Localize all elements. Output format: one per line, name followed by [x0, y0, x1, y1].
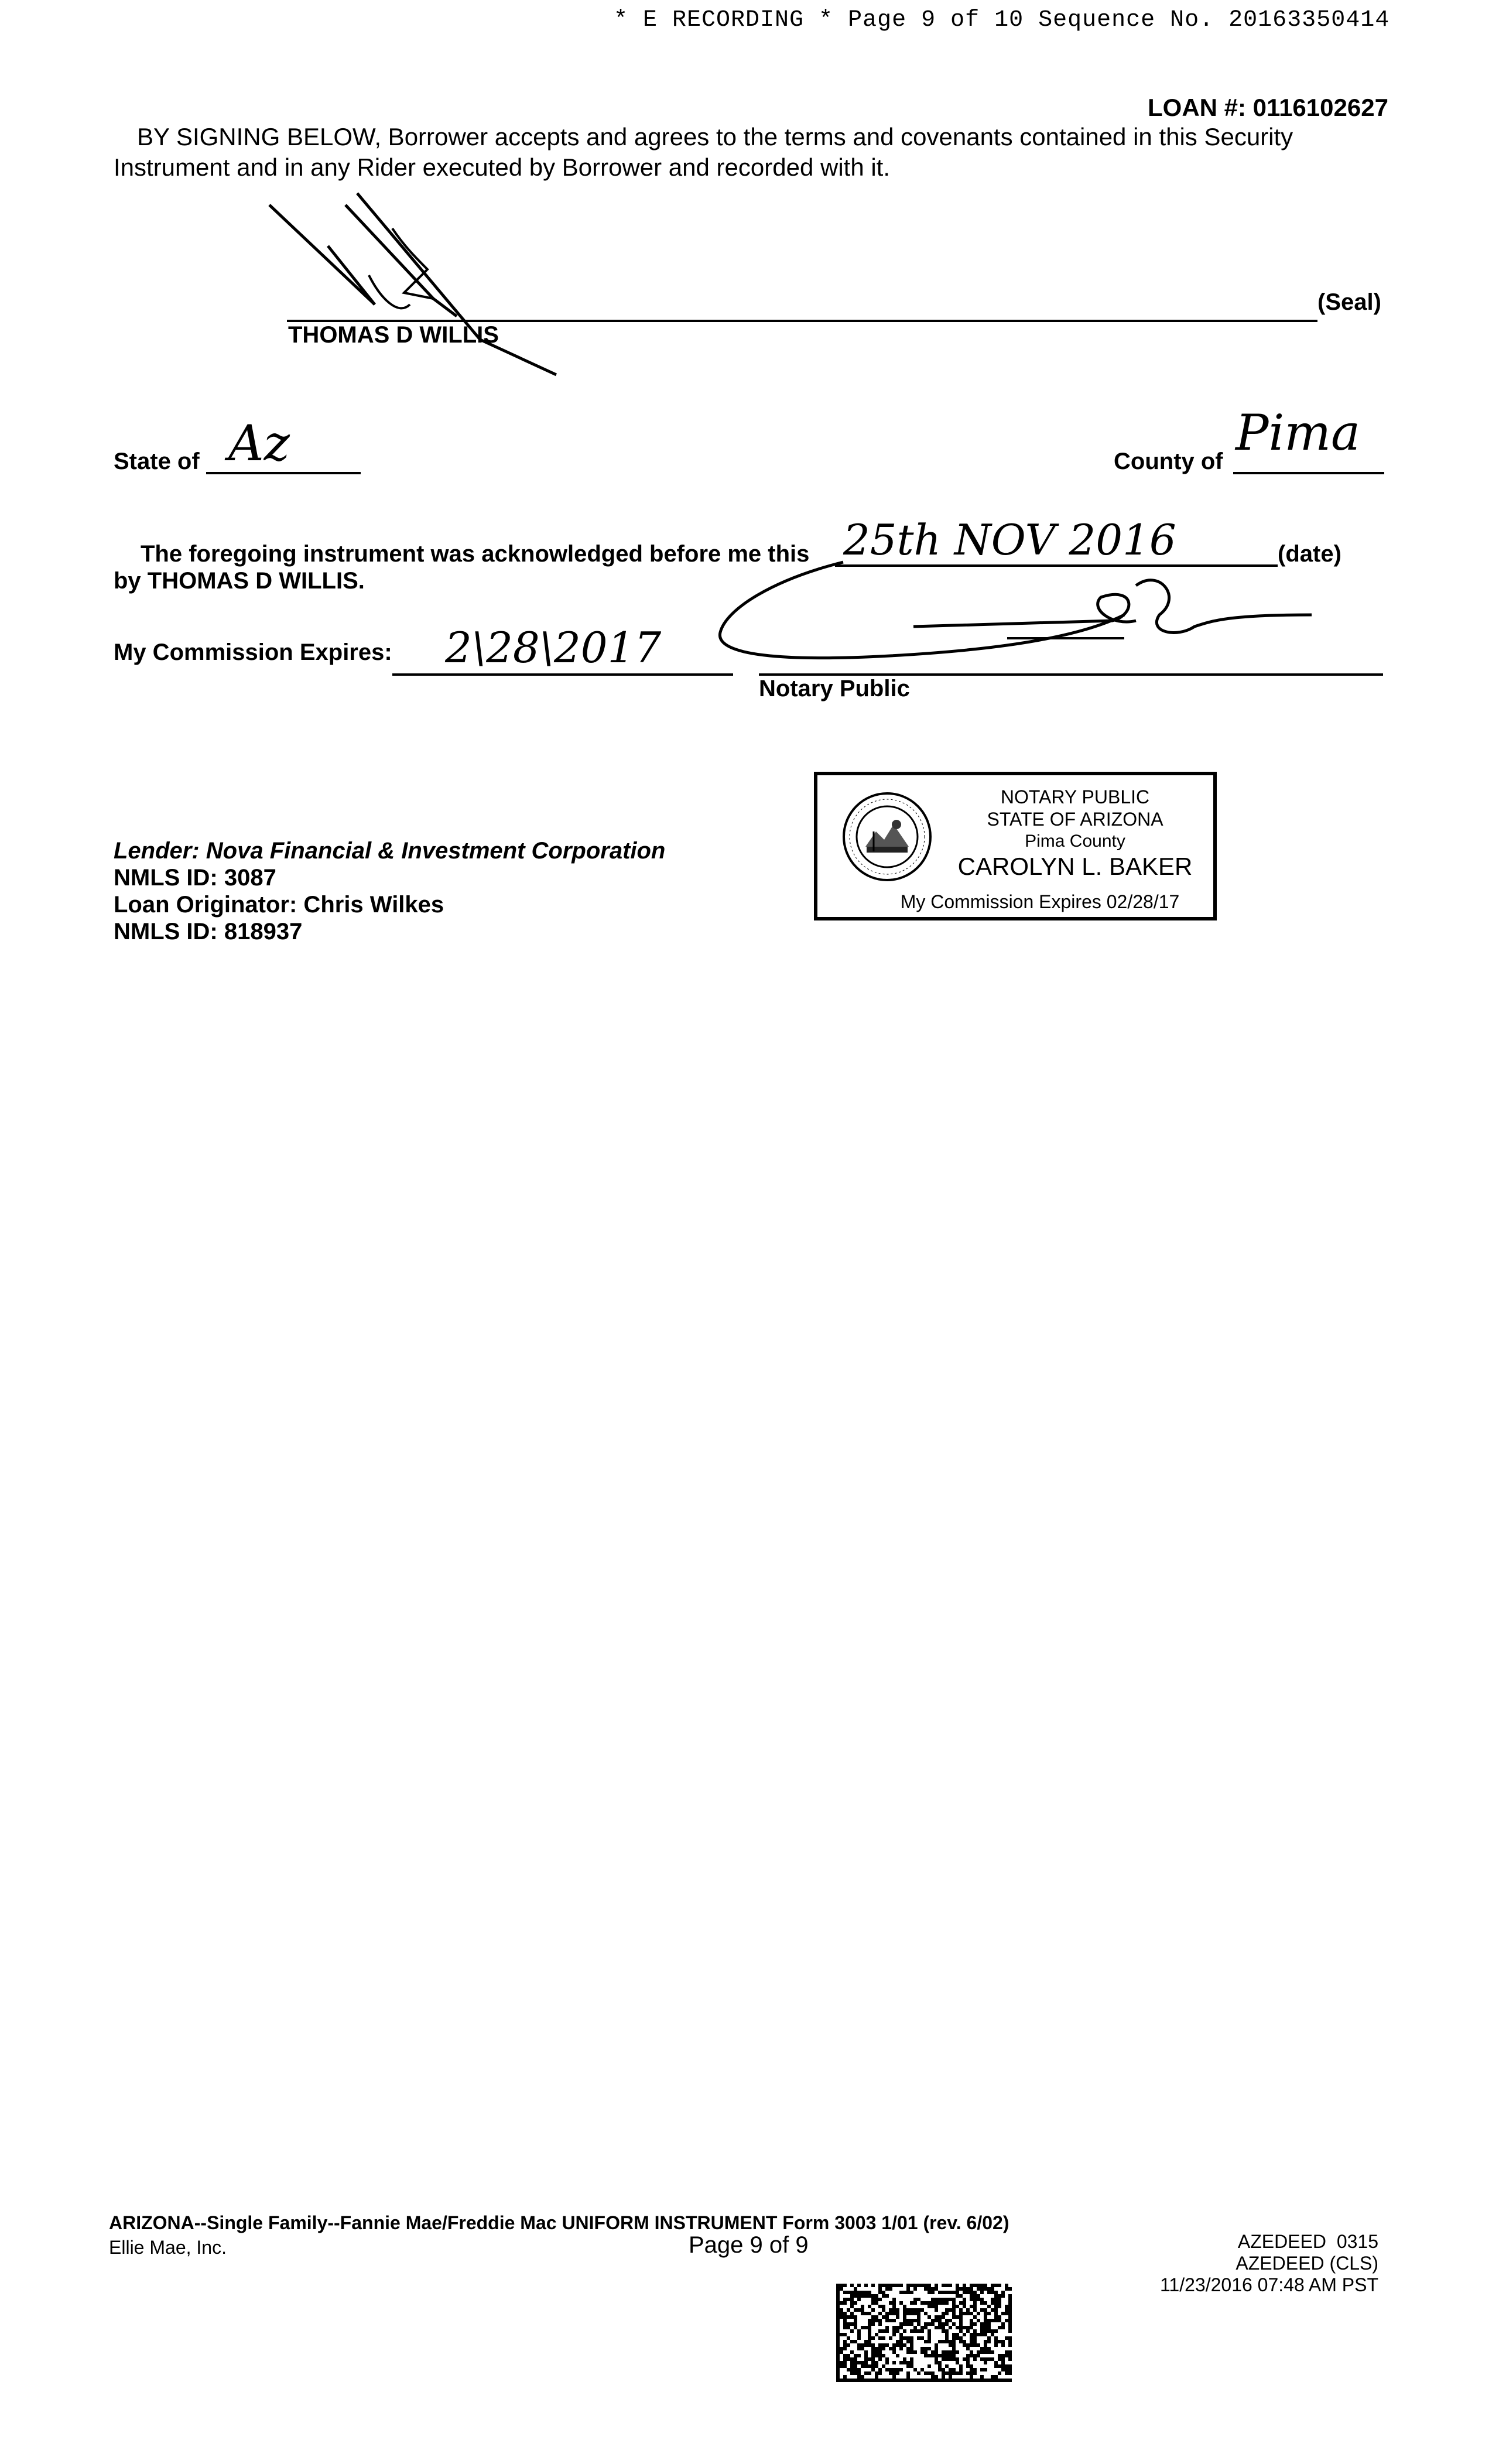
- originator-nmls: NMLS ID: 818937: [114, 919, 303, 944]
- footer-page: Page 9 of 9: [689, 2232, 809, 2258]
- borrower-name: THOMAS D WILLIS: [288, 322, 499, 348]
- stamp-state: STATE OF ARIZONA: [987, 809, 1163, 830]
- intro-line-2: Instrument and in any Rider executed by Borrower and recorded with it.: [114, 153, 891, 181]
- date-label: (date): [1278, 541, 1341, 567]
- recording-header: * E RECORDING * Page 9 of 10 Sequence No. 20163350414: [614, 7, 1390, 33]
- acknowledgment-line-2: by THOMAS D WILLIS.: [114, 568, 365, 594]
- footer-code-1: AZEDEED 0315: [1237, 2231, 1378, 2252]
- seal-label: (Seal): [1317, 289, 1381, 315]
- footer-code-2: AZEDEED (CLS): [1236, 2253, 1378, 2274]
- 2d-barcode-icon: [836, 2284, 1012, 2383]
- state-value: Az: [228, 415, 290, 472]
- county-label: County of: [1114, 449, 1223, 474]
- notary-stamp: [814, 772, 1217, 920]
- footer-company: Ellie Mae, Inc.: [109, 2237, 227, 2258]
- commission-line: [392, 673, 733, 676]
- commission-label: My Commission Expires:: [114, 639, 392, 665]
- notary-public-label: Notary Public: [759, 676, 910, 701]
- stamp-expires: My Commission Expires 02/28/17: [900, 891, 1180, 912]
- commission-value: 2\28\2017: [445, 623, 662, 672]
- intro-line-1: BY SIGNING BELOW, Borrower accepts and agrees to the terms and covenants contained in this Security: [137, 123, 1293, 150]
- stamp-notary-name: CAROLYN L. BAKER: [957, 853, 1193, 880]
- county-value: Pima: [1236, 404, 1361, 461]
- borrower-signature: [258, 182, 586, 381]
- acknowledgment-date-value: 25th NOV 2016: [843, 515, 1176, 564]
- state-label: State of: [114, 449, 200, 474]
- footer-form-line: ARIZONA--Single Family--Fannie Mae/Freddie Mac UNIFORM INSTRUMENT Form 3003 1/01 (rev. 6/02): [109, 2212, 1009, 2233]
- loan-number: 0116102627: [1252, 94, 1388, 121]
- loan-number-line: [1148, 94, 1388, 122]
- state-line: [206, 472, 361, 474]
- lender-block: [114, 837, 665, 945]
- arizona-state-seal-icon: [841, 790, 933, 883]
- lender-text: Lender: Nova Financial & Investment Corporation: [114, 838, 666, 864]
- intro-paragraph: [114, 122, 1383, 183]
- footer-codes: [1113, 2231, 1378, 2296]
- loan-label: LOAN #:: [1148, 94, 1246, 121]
- lender-line: [114, 837, 665, 864]
- stamp-notary-public: NOTARY PUBLIC: [1000, 786, 1150, 807]
- footer-timestamp: 11/23/2016 07:48 AM PST: [1160, 2274, 1378, 2295]
- lender-nmls: NMLS ID: 3087: [114, 865, 276, 891]
- county-line: [1233, 472, 1384, 474]
- acknowledgment-line-1: The foregoing instrument was acknowledged before me this: [141, 541, 810, 567]
- stamp-county: Pima County: [1025, 831, 1125, 851]
- notary-signature: [714, 550, 1323, 679]
- loan-originator: Loan Originator: Chris Wilkes: [114, 892, 444, 918]
